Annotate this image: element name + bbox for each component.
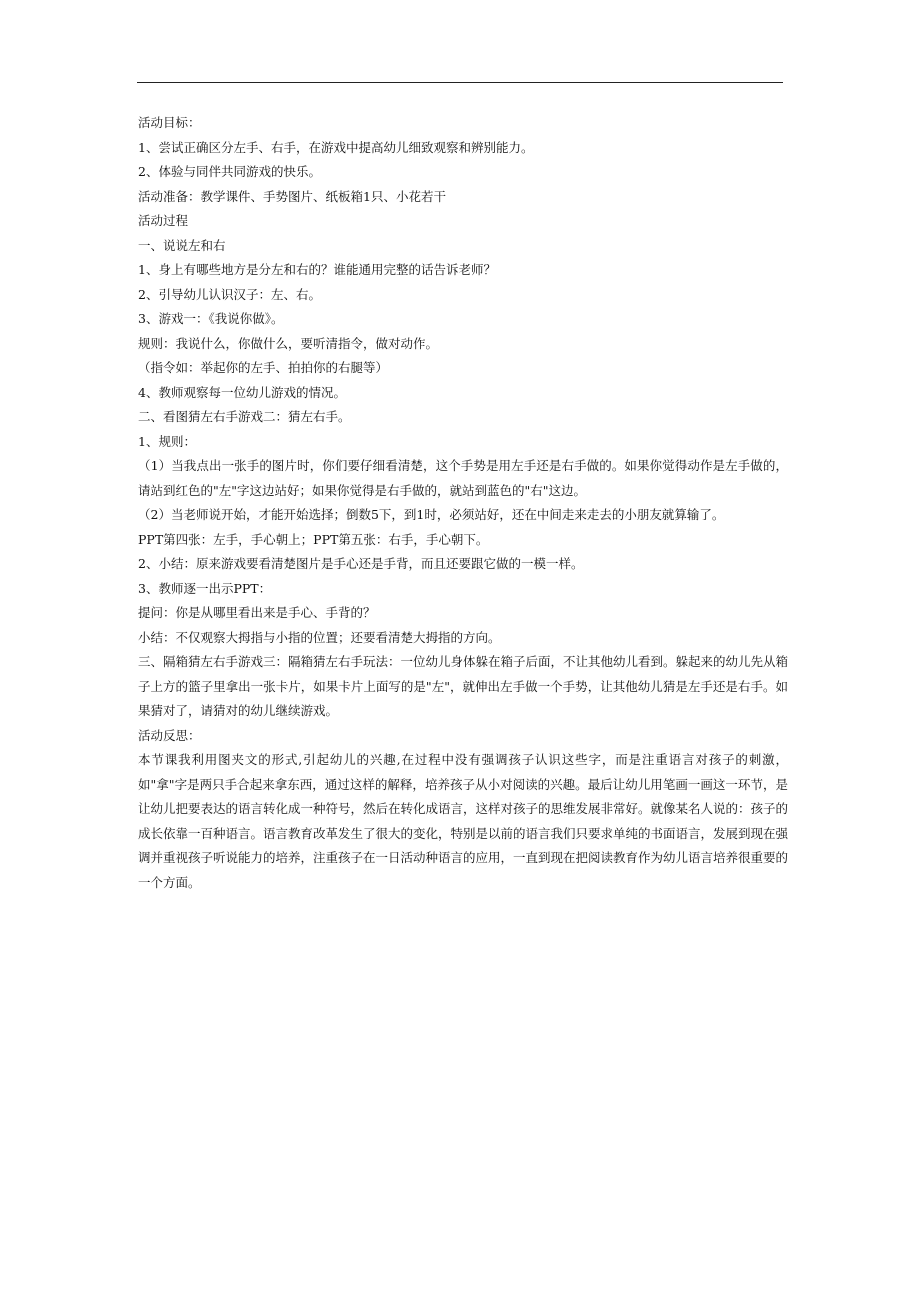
step-heading-2: 二、看图猜左右手游戏二：猜左右手。 bbox=[138, 409, 351, 424]
goal-item-1: 1、尝试正确区分左手、右手，在游戏中提高幼儿细致观察和辨别能力。 bbox=[138, 139, 534, 155]
reflection-paragraph: 本节课我利用图夹文的形式,引起幼儿的兴趣,在过程中没有强调孩子认识这些字，而是注重语言对孩子的刺激，如"拿"字是两只手合起来拿东西，通过这样的解释，培养孩子从小对阅读的兴趣。最后让幼儿用笔画一画这一环节，是让幼儿把要表达的语言转化成一种符号，然后在转化成语言，这样对孩子的思维发展非常好。就像某名人说的：孩子的成长依靠一百种语言。语言教育改革发生了很大的变化，特别是以前的语言我们只要求单纯的书面语言，发展到现在强调并重视孩子听说能力的培养，注重孩子在一日活动种语言的应用，一直到现在把阅读教育作为幼儿语言培养很重要的一个方面。 bbox=[138, 752, 789, 890]
step-heading-3-game-3: 三、隔箱猜左右手游戏三：隔箱猜左右手玩法：一位幼儿身体躲在箱子后面，不让其他幼儿看到。躲起来的幼儿先从箱子上方的篮子里拿出一张卡片，如果卡片上面写的是"左"，就伸出左手做一个手势，让其他幼儿猜是左手还是右手。如果猜对了，请猜对的幼儿继续游戏。 bbox=[138, 654, 789, 718]
game-2-rule-heading: 1、规则： bbox=[138, 433, 196, 449]
step-1-item-4: 4、教师观察每一位幼儿游戏的情况。 bbox=[138, 384, 346, 400]
game-2-summary-2: 小结：不仅观察大拇指与小指的位置；还要看清楚大拇指的方向。 bbox=[138, 629, 501, 645]
game-1-rule: 规则：我说什么，你做什么，要听清指令，做对动作。 bbox=[138, 335, 439, 351]
game-1-example: （指令如：举起你的左手、拍拍你的右腿等） bbox=[138, 360, 389, 375]
document-body bbox=[138, 111, 788, 895]
game-2-question: 提问：你是从哪里看出来是手心、手背的？ bbox=[138, 605, 376, 620]
game-2-summary: 2、小结：原来游戏要看清楚图片是手心还是手背，而且还要跟它做的一模一样。 bbox=[138, 556, 584, 571]
step-1-item-2: 2、引导幼儿认识汉子：左、右。 bbox=[138, 286, 321, 302]
header-rule bbox=[137, 82, 783, 83]
game-2-ppt: 3、教师逐一出示PPT： bbox=[138, 580, 272, 596]
section-heading-goals: 活动目标： bbox=[138, 115, 201, 130]
section-heading-process: 活动过程 bbox=[138, 213, 189, 228]
step-1-item-3: 3、游戏一：《我说你做》。 bbox=[138, 311, 284, 326]
game-2-rule-2: （2）当老师说开始，才能开始选择；倒数5下，到1时，必须站好，还在中间走来走去的小朋友就算输了。 bbox=[138, 507, 725, 522]
game-2-rule-1: （1）当我点出一张手的图片时，你们要仔细看清楚，这个手势是用左手还是右手做的。如果你觉得动作是左手做的，请站到红色的"左"字这边站好；如果你觉得是右手做的，就站到蓝色的"右"这边。 bbox=[138, 458, 788, 498]
step-heading-1: 一、说说左和右 bbox=[138, 237, 226, 253]
section-heading-reflection: 活动反思： bbox=[138, 727, 201, 743]
ppt-slides-line: PPT第四张：左手，手心朝上；PPT第五张：右手，手心朝下。 bbox=[138, 531, 489, 547]
step-1-item-1: 1、身上有哪些地方是分左和右的？谁能通用完整的话告诉老师？ bbox=[138, 262, 496, 277]
preparation-line: 活动准备：教学课件、手势图片、纸板箱1只、小花若干 bbox=[138, 188, 446, 204]
goal-item-2: 2、体验与同伴共同游戏的快乐。 bbox=[138, 164, 321, 179]
